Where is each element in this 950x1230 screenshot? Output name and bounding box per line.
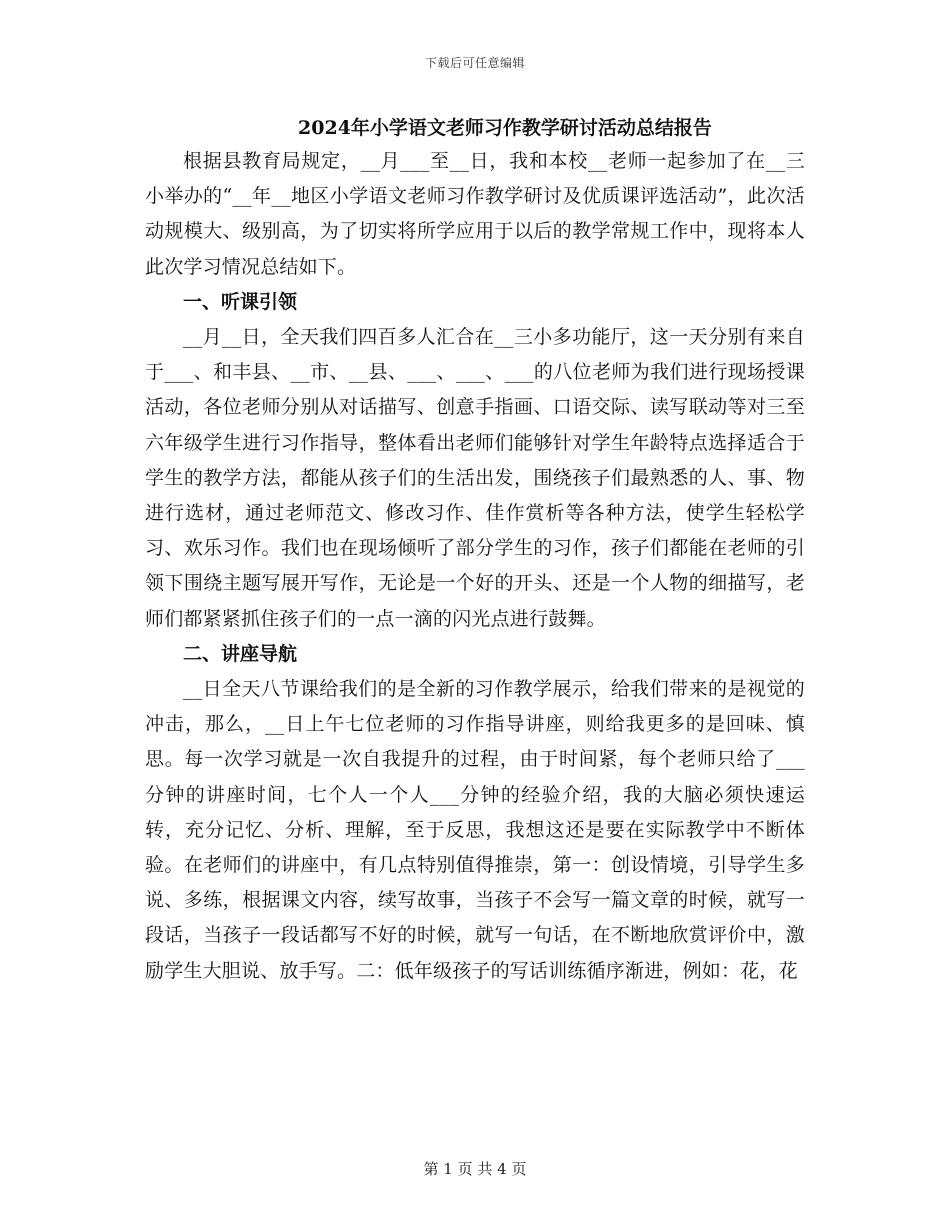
header-note: 下载后可任意编辑 — [424, 56, 525, 70]
section-heading-listening: 一、听课引领 — [183, 290, 298, 313]
section-body-lecture: __日全天八节课给我们的是全新的习作教学展示，给我们带来的是视觉的冲击，那么，__日上午七位老师的习作指导讲座，则给我更多的是回味、慎思。每一次学习就是一次自我提升的过程，由于时间紧，每个老师只给了___分钟的讲座时间，七个人一个人___分钟的经验介绍，我的大脑必须快速运转，充分记忆、分析、理解，至于反思，我想这还是要在实际教学中不断体验。在老师们的讲座中，有几点特别值得推崇，第一：创设情境，引导学生多说、多练，根据课文内容，续写故事，当孩子不会写一篇文章的时候，就写一段话，当孩子一段话都写不好的时候，就写一句话，在不断地欣赏评价中，激励学生大胆说、放手写。二：低年级孩子的写话训练循序渐进，例如：花，花 — [145, 678, 805, 982]
page-footer: 第 1 页 共 4 页 — [423, 1160, 527, 1178]
document-title: 2024年小学语文老师习作教学研讨活动总结报告 — [298, 117, 712, 139]
intro-paragraph: 根据县教育局规定，__月___至__日，我和本校__老师一起参加了在__三小举办的“__年__地区小学语文老师习作教学研讨及优质课评选活动”，此次活动规模大、级别高，为了切实将所学应用于以后的教学常规工作中，现将本人此次学习情况总结如下。 — [145, 150, 805, 278]
document-body — [145, 112, 805, 989]
section-heading-lecture: 二、讲座导航 — [183, 642, 298, 665]
section-body-listening: __月__日，全天我们四百多人汇合在__三小多功能厅，这一天分别有来自于___、和丰县、__市、__县、___、___、___的八位老师为我们进行现场授课活动，各位老师分别从对话描写、创意手指画、口语交际、读写联动等对三至六年级学生进行习作指导，整体看出老师们能够针对学生年龄特点选择适合于学生的教学方法，都能从孩子们的生活出发，围绕孩子们最熟悉的人、事、物进行选材，通过老师范文、修改习作、佳作赏析等各种方法，使学生轻松学习、欢乐习作。我们也在现场倾听了部分学生的习作，孩子们都能在老师的引领下围绕主题写展开写作，无论是一个好的开头、还是一个人物的细描写，老师们都紧紧抓住孩子们的一点一滴的闪光点进行鼓舞。 — [145, 326, 805, 630]
